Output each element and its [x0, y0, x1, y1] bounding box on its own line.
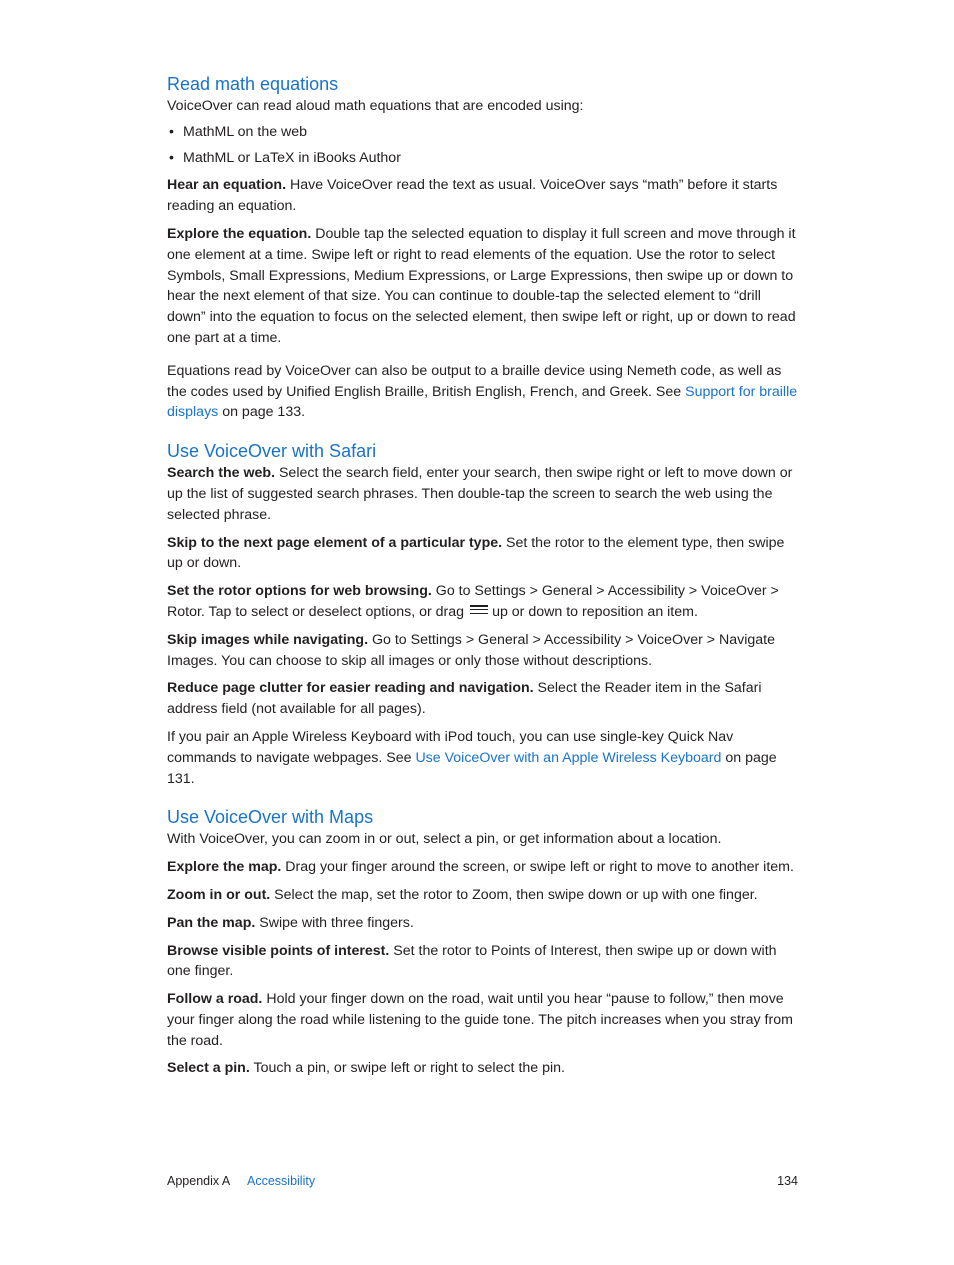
- hear-equation-paragraph: Hear an equation. Have VoiceOver read the text as usual. VoiceOver says “math” before it starts reading an equation.: [167, 177, 778, 215]
- skip-element-paragraph: Skip to the next page element of a particular type. Set the rotor to the element type, then swipe up or down.: [167, 534, 785, 572]
- zoom-paragraph: Zoom in or out. Select the map, set the rotor to Zoom, then swipe down or up with one finger.: [167, 886, 758, 903]
- wireless-keyboard-paragraph: If you pair an Apple Wireless Keyboard with iPod touch, you can use single-key Quick Nav commands to navigate webpages. See Use VoiceOver with an Apple Wireless Keyboard on page 131.: [167, 728, 777, 787]
- braille-paragraph: Equations read by VoiceOver can also be output to a braille device using Nemeth code, as well as the codes used by Unified English Braille, British English, French, and Greek. See Support for braille displays on page 133.: [167, 362, 798, 421]
- maps-intro: With VoiceOver, you can zoom in or out, select a pin, or get information about a location.: [167, 831, 722, 848]
- bullet-icon: •: [169, 149, 174, 166]
- pan-map-paragraph: Pan the map. Swipe with three fingers.: [167, 914, 414, 931]
- follow-road-paragraph: Follow a road. Hold your finger down on the road, wait until you hear “pause to follow,” then move your finger along the road while listening to the guide tone. The pitch increases when you stray from the road.: [167, 991, 793, 1049]
- reorder-icon: [470, 605, 488, 615]
- link-voiceover-wireless-keyboard[interactable]: Use VoiceOver with an Apple Wireless Keyboard: [415, 749, 722, 766]
- page-content: [167, 72, 799, 1079]
- heading-use-voiceover-maps: Use VoiceOver with Maps: [167, 807, 374, 828]
- footer-section-link[interactable]: Accessibility: [247, 1174, 316, 1188]
- footer-appendix: Appendix A: [167, 1174, 231, 1188]
- list-item: • MathML on the web: [167, 122, 799, 143]
- explore-map-paragraph: Explore the map. Drag your finger around the screen, or swipe left or right to move to another item.: [167, 859, 794, 876]
- heading-use-voiceover-safari: Use VoiceOver with Safari: [167, 441, 377, 462]
- search-web-paragraph: Search the web. Select the search field, enter your search, then swipe right or left to move down or up the list of suggested search phrases. Then double-tap the screen to search the web using the selected phrase.: [167, 465, 793, 523]
- math-intro: VoiceOver can read aloud math equations that are encoded using:: [167, 98, 584, 114]
- reduce-clutter-paragraph: Reduce page clutter for easier reading and navigation. Select the Reader item in the Safari address field (not available for all pages).: [167, 680, 762, 718]
- skip-images-paragraph: Skip images while navigating. Go to Settings > General > Accessibility > VoiceOver > Navigate Images. You can choose to skip all images or only those without descriptions.: [167, 631, 775, 669]
- explore-equation-paragraph: Explore the equation. Double tap the selected equation to display it full screen and move through it one element at a time. Swipe left or right to read elements of the equation. Use the rotor to select Symbols, Small Expressions, Medium Expressions, or Large Expressions, then swipe up or down to hear the next element of that size. You can continue to double-tap the selected element to “drill down” into the equation to focus on the selected element, then swipe left or right, up or down to read one part at a time.: [167, 225, 796, 346]
- browse-poi-paragraph: Browse visible points of interest. Set the rotor to Points of Interest, then swipe up or down with one finger.: [167, 942, 777, 980]
- heading-read-math-equations: Read math equations: [167, 74, 339, 94]
- select-pin-paragraph: Select a pin. Touch a pin, or swipe left or right to select the pin.: [167, 1060, 565, 1077]
- bullet-icon: •: [169, 123, 174, 140]
- list-item: • MathML or LaTeX in iBooks Author: [167, 148, 799, 169]
- page-number: 134: [777, 1174, 798, 1188]
- link-support-braille-displays[interactable]: Support for braille displays: [167, 383, 798, 421]
- math-encoding-list: [167, 122, 799, 169]
- rotor-options-paragraph: Set the rotor options for web browsing. Go to Settings > General > Accessibility > VoiceOver > Rotor. Tap to select or deselect options, or drag up or down to reposition an item.: [167, 583, 779, 620]
